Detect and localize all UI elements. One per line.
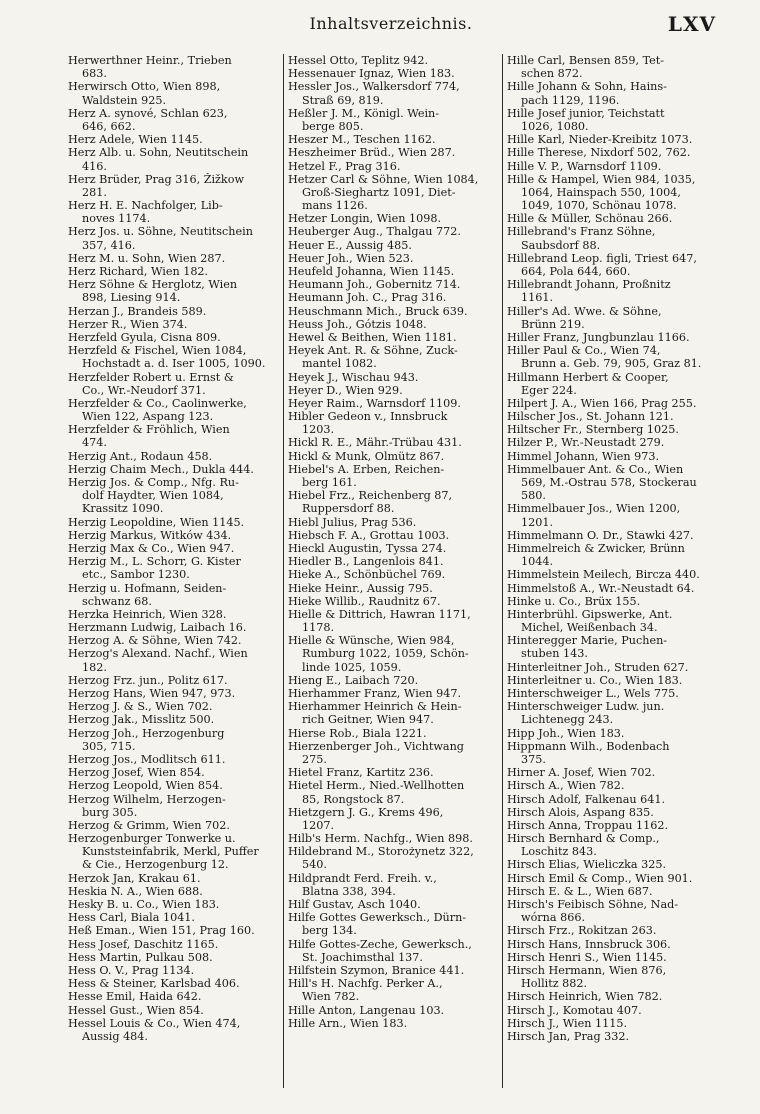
index-entry-continuation: 474. (82, 436, 107, 450)
index-entry: Heyek J., Wischau 943. (288, 370, 419, 384)
index-entry: Hess & Steiner, Karlsbad 406. (68, 977, 240, 991)
index-entry: Hirsch Adolf, Falkenau 641. (507, 792, 666, 806)
index-entry-continuation: schen 872. (521, 67, 583, 81)
index-entry: Hiebsch F. A., Grottau 1003. (288, 528, 450, 542)
index-entry: Herzig Chaim Mech., Dukla 444. (68, 462, 254, 476)
index-entry: Hinteregger Marie, Puchen- (507, 634, 668, 648)
index-entry: Hirsch Henri S., Wien 1145. (507, 950, 667, 964)
index-entry: Herzfeld & Fischel, Wien 1084, (68, 344, 247, 358)
index-entry: Herzog Jak., Misslitz 500. (68, 713, 215, 727)
index-entry-continuation: Wien 782. (302, 990, 360, 1004)
index-entry: Hippmann Wilh., Bodenbach (507, 739, 670, 753)
index-entry: Hesky B. u. Co., Wien 183. (68, 898, 220, 911)
index-entry-continuation: berge 805. (302, 119, 364, 133)
index-entry: Hipp Joh., Wien 183. (507, 726, 625, 740)
index-entry: Himmelmann O. Dr., Stawki 427. (507, 528, 694, 542)
index-entry: Hickl & Munk, Olmütz 867. (288, 449, 445, 463)
index-entry-continuation: wórna 866. (521, 911, 586, 925)
index-entry: Heskia N. A., Wien 688. (68, 884, 203, 898)
index-entry-continuation: dolf Haydter, Wien 1084, (82, 489, 224, 503)
index-entry-continuation: linde 1025, 1059. (302, 660, 402, 674)
index-entry: Hildprandt Ferd. Freih. v., (288, 871, 437, 885)
index-entry: Hessel Louis & Co., Wien 474, (68, 1016, 241, 1030)
index-entry: Hirsch J., Komotau 407. (507, 1003, 642, 1017)
index-entry: Hille Johann & Sohn, Hains- (507, 80, 667, 94)
index-entry: Hinke u. Co., Brüx 155. (507, 594, 641, 608)
index-entry-continuation: burg 305. (82, 805, 138, 819)
index-entry: Herzog's Alexand. Nachf., Wien (68, 647, 248, 661)
index-entry: Hieke Heinr., Aussig 795. (288, 581, 433, 595)
index-entry-continuation: 1049, 1070, Schönau 1078. (521, 199, 677, 213)
index-entry: Hill's H. Nachfg. Perker A., (288, 977, 443, 991)
index-entry: Hiltscher Fr., Sternberg 1025. (507, 423, 679, 437)
index-entry-continuation: 85, Rongstock 87. (302, 792, 405, 806)
index-entry: Hilb's Herm. Nachfg., Wien 898. (288, 832, 473, 846)
index-entry: Hetzer Carl & Söhne, Wien 1084, (288, 172, 479, 186)
index-entry-continuation: Straß 69, 819. (302, 93, 384, 107)
index-entry: Herz Brüder, Prag 316, Žižkow (68, 172, 245, 186)
index-entry: Herzfelder Robert u. Ernst & (68, 370, 234, 384)
index-entry: Hiebel Frz., Reichenberg 87, (288, 489, 453, 503)
index-entry-continuation: 281. (82, 185, 107, 199)
index-entry: Herzog Frz. jun., Politz 617. (68, 673, 228, 687)
index-entry: Hessler Jos., Walkersdorf 774, (288, 80, 460, 94)
index-entry: Heyer Raim., Warnsdorf 1109. (288, 396, 461, 410)
index-columns (64, 54, 722, 1088)
index-entry: Hess O. V., Prag 1134. (68, 963, 195, 977)
index-entry: Herz Richard, Wien 182. (68, 265, 209, 278)
index-entry: Herzan J., Brandeis 589. (68, 304, 207, 318)
index-entry-continuation: Loschitz 843. (521, 845, 597, 859)
index-entry: Hetzel F., Prag 316. (288, 159, 401, 173)
index-entry: Herz H. E. Nachfolger, Lib- (68, 199, 223, 213)
index-entry-continuation: Krassitz 1090. (82, 502, 164, 516)
index-entry: Herz M. u. Sohn, Wien 287. (68, 251, 226, 265)
index-entry: Herzog Leopold, Wien 854. (68, 779, 223, 793)
index-entry: Hiedler B., Langenlois 841. (288, 555, 444, 569)
index-entry: Hilscher Jos., St. Johann 121. (507, 410, 674, 424)
index-entry-continuation: 1201. (521, 515, 554, 529)
index-entry: Herzog & Grimm, Wien 702. (68, 818, 230, 832)
index-entry: Hessenauer Ignaz, Wien 183. (288, 67, 455, 81)
index-entry: Hirsch Emil & Comp., Wien 901. (507, 871, 693, 885)
index-entry: Herwerthner Heinr., Trieben (68, 54, 232, 67)
index-entry: Hickl R. E., Mähr.-Trübau 431. (288, 436, 462, 450)
index-entry-continuation: 357, 416. (82, 238, 136, 252)
index-column-2 (283, 54, 502, 1088)
index-entry: Hilzer P., Wr.-Neustadt 279. (507, 436, 665, 450)
index-entry-continuation: berg 134. (302, 924, 357, 938)
index-entry: Herzog Wilhelm, Herzogen- (68, 792, 226, 806)
index-entry: Hirsch Jan, Prag 332. (507, 1029, 630, 1043)
index-entry: Himmelstoß A., Wr.-Neustadt 64. (507, 581, 695, 595)
index-entry-continuation: & Cie., Herzogenburg 12. (82, 858, 229, 872)
index-entry: Herzig M., L. Schorr, G. Kister (68, 555, 241, 569)
index-entry-continuation: rich Geitner, Wien 947. (302, 713, 434, 727)
index-entry: Hirsch Elias, Wieliczka 325. (507, 858, 667, 872)
index-entry-continuation: Hochstadt a. d. Iser 1005, 1090. (82, 357, 266, 371)
index-entry-continuation: stuben 143. (521, 647, 588, 661)
index-entry: Hirsch Hermann, Wien 876, (507, 963, 667, 977)
index-entry: Herzfelder & Co., Caolinwerke, (68, 396, 247, 410)
index-entry: Himmelstein Meilech, Bircza 440. (507, 568, 700, 582)
index-entry: Heuer Joh., Wien 523. (288, 251, 414, 265)
index-entry: Hieckl Augustin, Tyssa 274. (288, 541, 447, 555)
index-entry: Hietel Franz, Kartitz 236. (288, 766, 434, 780)
index-entry: Heszheimer Brüd., Wien 287. (288, 146, 456, 160)
index-entry-continuation: Rumburg 1022, 1059, Schön- (302, 647, 469, 661)
index-entry: Hess Martin, Pulkau 508. (68, 950, 213, 964)
index-entry: Hildebrand M., Storożynetz 322, (288, 845, 474, 859)
index-entry: Herzfelder & Fröhlich, Wien (68, 423, 230, 437)
index-entry: Heuss Joh., Gótzis 1048. (288, 317, 427, 331)
index-entry: Herzka Heinrich, Wien 328. (68, 607, 227, 621)
index-entry-continuation: 683. (82, 67, 107, 81)
index-entry: Hilpert J. A., Wien 166, Prag 255. (507, 396, 697, 410)
index-entry-continuation: 540. (302, 858, 327, 872)
index-entry-continuation: Co., Wr.-Neudorf 371. (82, 383, 206, 397)
index-entry: Herwirsch Otto, Wien 898, (68, 80, 221, 94)
index-entry: Hirsch Heinrich, Wien 782. (507, 990, 663, 1004)
index-entry: Hille Anton, Langenau 103. (288, 1003, 445, 1017)
index-column-1 (64, 54, 283, 1088)
index-entry: Heuberger Aug., Thalgau 772. (288, 225, 461, 239)
index-entry-continuation: 305, 715. (82, 739, 136, 753)
index-entry: Hewel & Beithen, Wien 1181. (288, 330, 457, 344)
index-entry: Herzogenburger Tonwerke u. (68, 832, 236, 846)
index-entry: Herzog J. & S., Wien 702. (68, 700, 213, 714)
index-entry: Hesse Emil, Haida 642. (68, 990, 202, 1004)
index-entry-continuation: 580. (521, 489, 546, 503)
page-header (60, 12, 722, 38)
index-entry-continuation: 1203. (302, 423, 335, 437)
index-entry-continuation: Blatna 338, 394. (302, 884, 396, 898)
index-entry-continuation: 182. (82, 660, 107, 674)
index-entry: Hiller's Ad. Wwe. & Söhne, (507, 304, 662, 318)
index-entry: Hiller Paul & Co., Wien 74, (507, 344, 661, 358)
index-entry: Herzer R., Wien 374. (68, 317, 188, 331)
index-entry: Herzog Jos., Modlitsch 611. (68, 752, 226, 766)
index-entry-continuation: Ruppersdorf 88. (302, 502, 395, 516)
index-entry: Herzig u. Hofmann, Seiden- (68, 581, 227, 595)
index-entry: Herzig Leopoldine, Wien 1145. (68, 515, 245, 529)
index-entry-continuation: Wien 122, Aspang 123. (82, 410, 214, 424)
index-entry: Hillebrand Leop. figli, Triest 647, (507, 251, 697, 265)
index-entry: Heuschmann Mich., Bruck 639. (288, 304, 468, 318)
index-entry-continuation: schwanz 68. (82, 594, 152, 608)
index-entry: Herzog A. & Söhne, Wien 742. (68, 634, 242, 648)
index-entry: Hirsch Alois, Aspang 835. (507, 805, 654, 819)
index-entry-continuation: Brunn a. Geb. 79, 905, Graz 81. (521, 357, 702, 371)
index-entry-continuation: 569, M.-Ostrau 578, Stockerau (521, 476, 697, 489)
index-entry: Heßler J. M., Königl. Wein- (288, 106, 440, 120)
index-entry: Hirsch's Feibisch Söhne, Nad- (507, 898, 679, 911)
index-entry-continuation: 1207. (302, 818, 335, 832)
index-entry-continuation: 1026, 1080. (521, 119, 589, 133)
index-entry: Hirsch Hans, Innsbruck 306. (507, 937, 671, 951)
index-entry: Herzig Ant., Rodaun 458. (68, 449, 213, 463)
index-entry: Himmel Johann, Wien 973. (507, 449, 660, 463)
index-entry: Hess Carl, Biala 1041. (68, 911, 195, 925)
index-entry: Hielle & Wünsche, Wien 984, (288, 634, 455, 648)
index-entry-continuation: mans 1126. (302, 199, 368, 213)
index-entry-continuation: Waldstein 925. (82, 93, 167, 107)
index-entry: Himmelreich & Zwicker, Brünn (507, 541, 685, 555)
index-entry: Hetzer Longin, Wien 1098. (288, 212, 442, 226)
index-entry: Hirsch Bernhard & Comp., (507, 832, 660, 846)
index-entry: Hinterleitner Joh., Struden 627. (507, 660, 689, 674)
index-entry-continuation: berg 161. (302, 476, 357, 489)
index-entry: Hirsch Frz., Rokitzan 263. (507, 924, 657, 938)
index-entry-continuation: Eger 224. (521, 383, 577, 397)
index-entry-continuation: 275. (302, 752, 327, 766)
index-entry: Hille & Müller, Schönau 266. (507, 212, 673, 226)
index-entry-continuation: Brünn 219. (521, 317, 585, 331)
index-entry: Hess Josef, Daschitz 1165. (68, 937, 219, 951)
index-entry: Hirner A. Josef, Wien 702. (507, 766, 656, 780)
index-entry: Heszer M., Teschen 1162. (288, 133, 436, 147)
index-entry-continuation: St. Joachimsthal 137. (302, 950, 423, 964)
index-entry: Herz Jos. u. Söhne, Neutitschein (68, 225, 253, 239)
index-entry-continuation: Aussig 484. (82, 1029, 148, 1043)
index-entry: Hille Karl, Nieder-Kreibitz 1073. (507, 133, 693, 147)
index-entry: Hilfe Gottes Gewerksch., Dürn- (288, 911, 467, 925)
index-entry: Hillebrandt Johann, Proßnitz (507, 278, 671, 292)
index-entry: Hirsch E. & L., Wien 687. (507, 884, 653, 898)
index-entry: Hinterschweiger L., Wels 775. (507, 687, 679, 700)
index-entry-continuation: 1044. (521, 555, 554, 569)
index-entry: Heuer E., Aussig 485. (288, 238, 412, 252)
index-entry: Hille Therese, Nixdorf 502, 762. (507, 146, 691, 160)
index-entry: Hilfstein Szymon, Branice 441. (288, 963, 465, 977)
index-entry: Hille Josef junior, Teichstatt (507, 106, 665, 120)
index-entry: Herz Alb. u. Sohn, Neutitschein (68, 146, 249, 160)
index-entry: Hirsch A., Wien 782. (507, 779, 625, 793)
index-entry: Herz A. synové, Schlan 623, (68, 106, 228, 120)
index-entry: Hieng E., Laibach 720. (288, 673, 419, 687)
index-entry: Herzok Jan, Krakau 61. (68, 871, 201, 885)
index-entry-continuation: Groß-Sieghartz 1091, Diet- (302, 185, 456, 199)
index-entry-continuation: 1161. (521, 291, 554, 305)
index-entry: Herz Adele, Wien 1145. (68, 133, 203, 147)
index-entry: Hille Arn., Wien 183. (288, 1016, 408, 1030)
index-entry: Hille & Hampel, Wien 984, 1035, (507, 172, 696, 186)
index-entry-continuation: pach 1129, 1196. (521, 93, 620, 107)
index-entry-continuation: mantel 1082. (302, 357, 377, 371)
index-column-3 (502, 54, 721, 1088)
index-entry: Herzfeld Gyula, Cisna 809. (68, 330, 221, 344)
index-entry: Heumann Joh. C., Prag 316. (288, 291, 447, 305)
index-entry-continuation: Saubsdorf 88. (521, 238, 601, 252)
index-entry-continuation: Kunststeinfabrik, Merkl, Puffer (82, 845, 259, 859)
index-entry: Himmelbauer Ant. & Co., Wien (507, 462, 684, 476)
index-entry: Hinterbrühl. Gipswerke, Ant. (507, 607, 673, 621)
index-entry: Heß Eman., Wien 151, Prag 160. (68, 924, 255, 938)
index-entry: Hilfe Gottes-Zeche, Gewerksch., (288, 937, 472, 951)
index-entry-continuation: 664, Pola 644, 660. (521, 265, 631, 278)
index-entry: Herzig Jos. & Comp., Nfg. Ru- (68, 476, 239, 489)
index-entry: Hibler Gedeon v., Innsbruck (288, 410, 448, 424)
index-entry: Hietel Herm., Nied.-Wellhotten (288, 779, 465, 793)
index-entry: Hille Carl, Bensen 859, Tet- (507, 54, 665, 67)
index-entry: Hessel Otto, Teplitz 942. (288, 54, 429, 67)
index-entry-continuation: 1064, Hainspach 550, 1004, (521, 185, 681, 199)
index-entry: Hieke A., Schönbüchel 769. (288, 568, 446, 582)
index-entry: Himmelbauer Jos., Wien 1200, (507, 502, 681, 516)
index-entry: Hierzenberger Joh., Vichtwang (288, 739, 464, 753)
index-entry: Hilf Gustav, Asch 1040. (288, 898, 421, 911)
index-entry-continuation: Hollitz 882. (521, 977, 588, 991)
index-entry-continuation: etc., Sambor 1230. (82, 568, 190, 582)
index-entry-continuation: 898, Liesing 914. (82, 291, 181, 305)
index-entry: Hierhammer Heinrich & Hein- (288, 700, 462, 714)
index-entry-continuation: Lichtenegg 243. (521, 713, 614, 727)
index-entry: Heyek Ant. R. & Söhne, Zuck- (288, 344, 458, 358)
index-entry: Herzog Josef, Wien 854. (68, 766, 205, 780)
page-number: LXV (667, 12, 716, 36)
index-entry: Hinterschweiger Ludw. jun. (507, 700, 665, 714)
index-entry: Herzog Joh., Herzogenburg (68, 726, 225, 740)
index-entry: Hillebrand's Franz Söhne, (507, 225, 656, 239)
index-entry-continuation: 375. (521, 752, 546, 766)
index-entry: Hirsch J., Wien 1115. (507, 1016, 628, 1030)
index-entry: Hirsch Anna, Troppau 1162. (507, 818, 669, 832)
index-entry: Hiebl Julius, Prag 536. (288, 515, 417, 529)
index-entry: Hielle & Dittrich, Hawran 1171, (288, 607, 471, 621)
index-entry: Hiller Franz, Jungbunzlau 1166. (507, 330, 690, 344)
index-entry: Heufeld Johanna, Wien 1145. (288, 265, 455, 278)
index-entry: Hierhammer Franz, Wien 947. (288, 687, 462, 700)
running-title: Inhaltsverzeichnis. (309, 14, 473, 33)
index-entry: Herzmann Ludwig, Laibach 16. (68, 621, 247, 635)
index-entry-continuation: Michel, Weißenbach 34. (521, 621, 658, 635)
index-entry: Heyer D., Wien 929. (288, 383, 403, 397)
index-entry-continuation: noves 1174. (82, 212, 151, 226)
index-entry-continuation: 416. (82, 159, 107, 173)
index-entry: Hille V. P., Warnsdorf 1109. (507, 159, 662, 173)
index-entry-continuation: 646, 662. (82, 119, 136, 133)
index-entry: Hierse Rob., Biala 1221. (288, 726, 427, 740)
index-entry: Herzog Hans, Wien 947, 973. (68, 687, 236, 700)
index-entry: Herzig Markus, Witków 434. (68, 528, 232, 542)
index-entry-continuation: 1178. (302, 621, 335, 635)
index-entry: Hietzgern J. G., Krems 496, (288, 805, 444, 819)
index-entry: Hinterleitner u. Co., Wien 183. (507, 673, 683, 687)
index-entry: Hillmann Herbert & Cooper, (507, 370, 669, 384)
index-entry: Heumann Joh., Gobernitz 714. (288, 278, 461, 292)
index-entry: Herz Söhne & Herglotz, Wien (68, 278, 238, 292)
index-entry: Herzig Max & Co., Wien 947. (68, 541, 235, 555)
index-entry: Hieke Willib., Raudnitz 67. (288, 594, 441, 608)
index-entry: Hessel Gust., Wien 854. (68, 1003, 204, 1017)
index-entry: Hiebel's A. Erben, Reichen- (288, 462, 445, 476)
